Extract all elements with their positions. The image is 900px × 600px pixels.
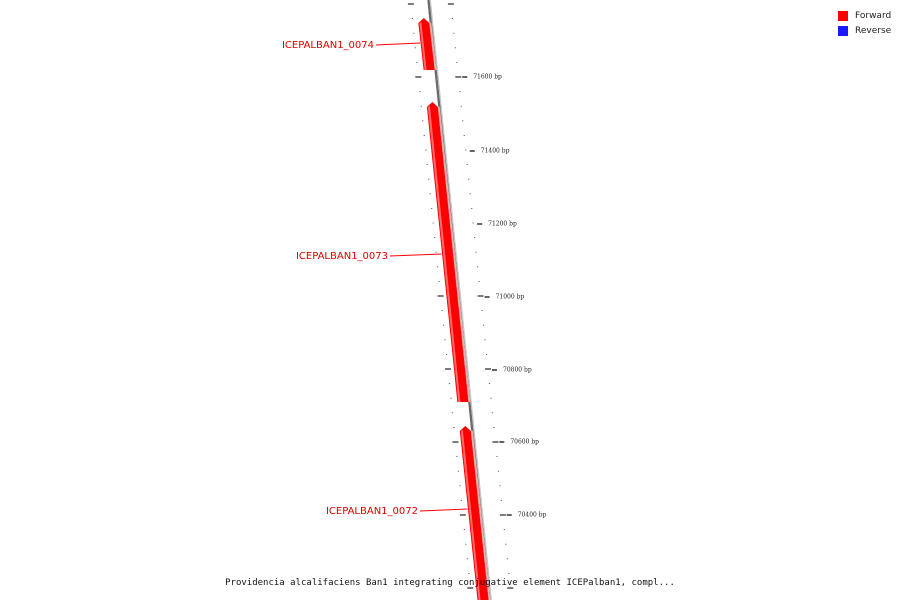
scale-label: 70600 bp	[510, 438, 540, 446]
gene-leader-line	[376, 43, 420, 45]
scale-label: 70800 bp	[503, 366, 532, 374]
legend-item-reverse	[838, 23, 898, 38]
gene-leader-line	[420, 509, 467, 511]
gene-label: ICEPALBAN1_0073	[295, 251, 388, 262]
legend	[838, 8, 898, 38]
gene-label: ICEPALBAN1_0074	[281, 40, 374, 51]
gene-label: ICEPALBAN1_0072	[325, 506, 418, 517]
sequence-caption: Providencia alcalifaciens Ban1 integrating conjugative element ICEPalban1, compl...	[225, 578, 675, 588]
scale-label: 71400 bp	[480, 147, 510, 155]
gene-features[interactable]	[418, 18, 490, 600]
scale-label: 70400 bp	[517, 511, 547, 519]
gene-feature-1[interactable]	[427, 102, 471, 402]
legend-swatch-forward	[838, 11, 848, 21]
scale-label: 71200 bp	[488, 220, 517, 228]
gene-leader-line	[390, 254, 441, 256]
scale-label: 71600 bp	[473, 73, 502, 81]
legend-label-reverse: Reverse	[855, 25, 892, 36]
scale-label: 71000 bp	[495, 293, 525, 301]
legend-swatch-reverse	[838, 26, 848, 36]
legend-label-forward: Forward	[855, 10, 892, 21]
legend-item-forward	[838, 8, 898, 23]
